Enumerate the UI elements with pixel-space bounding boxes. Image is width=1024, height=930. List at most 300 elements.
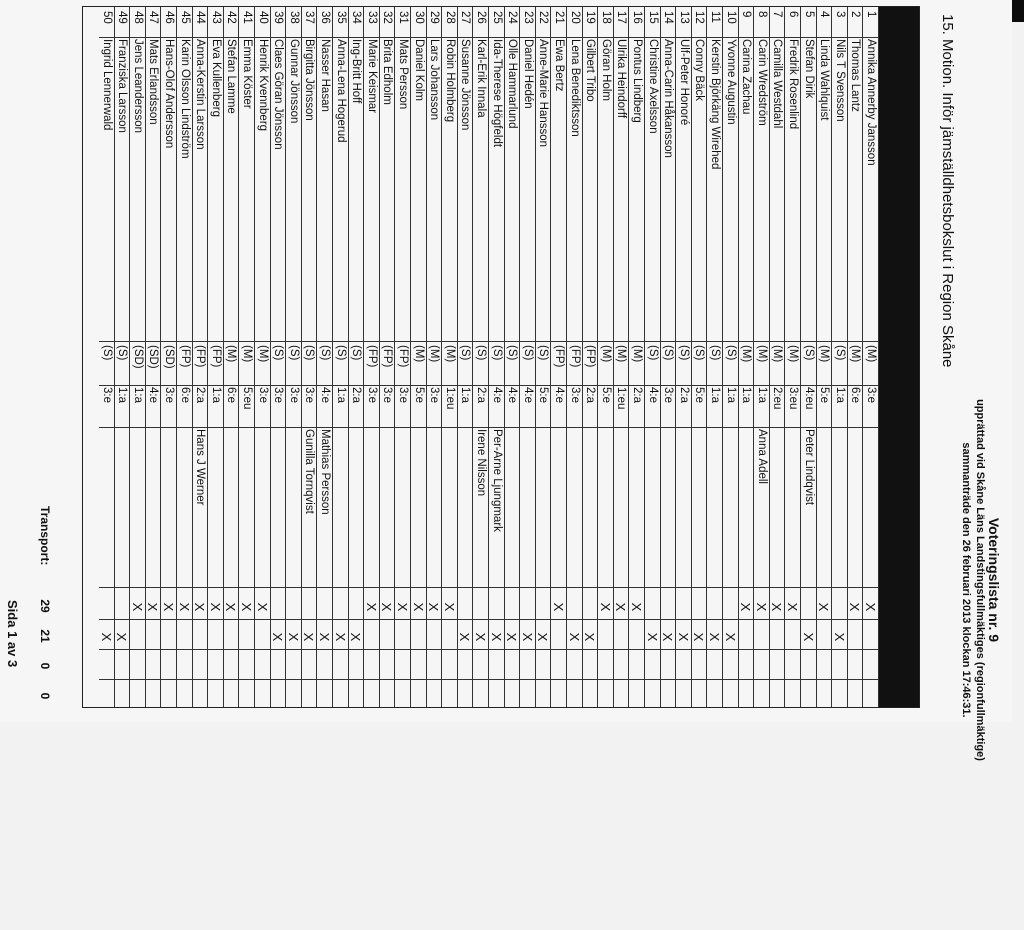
row-number: 48: [131, 11, 144, 24]
party: (S): [272, 345, 285, 361]
seat: 5:e: [693, 387, 706, 403]
seat: 5:e: [412, 387, 425, 403]
member-name: Anna-Carin Håkansson: [662, 39, 675, 158]
seat: 2:a: [194, 387, 207, 403]
seat: 2:a: [677, 387, 690, 403]
party: (S): [490, 345, 503, 361]
table-row: [160, 7, 177, 707]
member-name: Christine Axelsson: [646, 39, 659, 134]
table-row: [816, 7, 833, 707]
vote-nej: X: [519, 632, 535, 642]
table-row: [566, 7, 583, 707]
vote-ja: X: [129, 602, 145, 612]
party: (FP): [568, 345, 581, 368]
party: (M): [787, 345, 799, 363]
party: (FP): [553, 345, 565, 368]
row-number: 32: [381, 11, 394, 24]
table-row: [301, 7, 318, 707]
vote-nej: X: [488, 632, 504, 642]
party: (S): [537, 345, 550, 361]
party: (S): [116, 345, 129, 361]
table-row: [457, 7, 474, 707]
seat: 4:e: [490, 387, 503, 403]
party: (FP): [194, 345, 207, 368]
row-number: 47: [147, 11, 160, 24]
member-name: Yvonne Augustin: [724, 39, 737, 125]
party: (M): [428, 345, 441, 363]
table-row: [862, 7, 879, 707]
seat: 2:a: [475, 387, 487, 403]
member-name: Ingrid Lennerwald: [100, 39, 113, 131]
seat: 2:a: [631, 387, 643, 403]
seat: 2:a: [584, 387, 597, 403]
seat: 1:a: [709, 387, 721, 403]
motion-heading: 15. Motion. Inför jämställdhetsbokslut i Region Skåne: [939, 14, 956, 368]
party: (S): [303, 345, 316, 361]
substitute-name: Anna Adell: [755, 429, 768, 484]
member-name: Brita Edholm: [381, 39, 394, 105]
table-row: [504, 7, 521, 707]
vote-ja: X: [410, 602, 426, 612]
vote-nej: X: [535, 632, 551, 642]
party: (M): [412, 345, 425, 363]
vote-nej: X: [504, 632, 520, 642]
party: (M): [256, 345, 269, 363]
table-row: [285, 7, 302, 707]
member-name: Daniel Hedén: [521, 39, 534, 109]
row-number: 50: [100, 11, 113, 24]
vote-ja: X: [785, 602, 800, 612]
table-row: [426, 7, 443, 707]
divider: [99, 37, 879, 38]
party: (S): [459, 345, 472, 361]
member-name: Karl-Erik Innala: [475, 39, 487, 118]
row-number: 40: [256, 11, 269, 24]
vote-ja: X: [363, 602, 379, 612]
member-name: Ulf-Peter Honoré: [677, 39, 690, 126]
party: (M): [740, 345, 753, 363]
vote-ja: X: [207, 602, 223, 612]
table-row: [722, 7, 739, 707]
party: (M): [818, 345, 831, 363]
member-name: Marie Keismar: [365, 39, 378, 114]
divider: [99, 679, 879, 680]
party: (M): [241, 345, 253, 363]
table-row: [597, 7, 614, 707]
seat: 1:a: [459, 387, 472, 403]
party: (S): [646, 345, 659, 361]
row-number: 13: [677, 11, 690, 24]
member-name: Nils T Svensson: [833, 39, 846, 122]
divider: [99, 649, 879, 650]
row-number: 21: [553, 11, 565, 24]
vote-nej: X: [457, 632, 473, 642]
seat: 3:e: [100, 387, 113, 403]
table-body: [99, 7, 879, 707]
member-name: Claes Göran Jönsson: [272, 39, 285, 150]
vote-ja: X: [847, 602, 863, 612]
vote-nej: X: [691, 632, 707, 642]
row-number: 31: [397, 11, 409, 24]
table-row: [316, 7, 333, 707]
member-name: Conny Bäck: [693, 39, 706, 102]
vote-ja: X: [769, 602, 785, 612]
row-number: 8: [755, 11, 768, 18]
seat: 3:e: [303, 387, 316, 403]
party: (S): [802, 345, 815, 361]
member-name: Lena Benediktsson: [568, 39, 581, 137]
row-number: 11: [709, 11, 721, 23]
party: (SD): [147, 345, 160, 369]
vote-nej: X: [301, 632, 317, 642]
vote-ja: X: [223, 602, 239, 612]
vote-ja: X: [379, 602, 395, 612]
seat: 6:e: [849, 387, 862, 403]
divider: [99, 385, 879, 386]
vote-nej: X: [660, 632, 676, 642]
vote-ja: X: [145, 602, 161, 612]
table-row: [363, 7, 380, 707]
total-avstar: 0: [38, 662, 52, 670]
table-row: [582, 7, 599, 707]
party: (FP): [381, 345, 394, 368]
member-name: Anne-Marie Hansson: [537, 39, 550, 148]
party: (S): [662, 345, 675, 361]
party: (S): [350, 345, 363, 361]
vote-nej: X: [644, 632, 660, 642]
total-nej: 21: [38, 629, 52, 643]
row-number: 18: [599, 11, 612, 24]
party: (M): [849, 345, 862, 363]
row-number: 2: [849, 11, 862, 18]
seat: 1:a: [209, 387, 222, 403]
row-number: 9: [740, 11, 753, 18]
page-number: Sida 1 av 3: [5, 600, 20, 668]
vote-ja: X: [192, 602, 208, 612]
member-name: Henrik Kvennberg: [256, 39, 269, 132]
party: (S): [677, 345, 690, 361]
seat: 3:e: [428, 387, 441, 403]
table-header-bar: [879, 7, 919, 707]
row-number: 49: [116, 11, 129, 24]
member-name: Fredrik Rosenlind: [787, 39, 799, 130]
member-name: Camilla Westdahl: [771, 39, 784, 129]
member-name: Ida-Therese Högfeldt: [490, 39, 503, 148]
row-number: 41: [241, 11, 253, 24]
member-name: Pontus Lindberg: [631, 39, 643, 123]
vote-nej: X: [270, 632, 286, 642]
total-franvarande: 0: [38, 692, 52, 700]
member-name: Gilbert Tribo: [584, 39, 597, 102]
member-name: Nasser Hasan: [319, 39, 331, 112]
row-number: 6: [787, 11, 799, 18]
member-name: Göran Holm: [599, 39, 612, 101]
party: (S): [100, 345, 113, 361]
row-number: 43: [209, 11, 222, 24]
party: (M): [755, 345, 768, 363]
table-row: [613, 7, 630, 707]
member-name: Olle Hammarlund: [506, 39, 519, 129]
row-number: 38: [287, 11, 300, 24]
seat: 4:eu: [802, 387, 815, 410]
vote-nej: X: [582, 632, 598, 642]
vote-ja: X: [551, 602, 566, 612]
table-row: [800, 7, 817, 707]
member-name: Anna-Lena Hogerud: [334, 39, 347, 143]
table-row: [753, 7, 770, 707]
table-row: [784, 7, 801, 707]
vote-ja: X: [863, 602, 878, 612]
member-name: Carin Wredström: [755, 39, 768, 126]
seat: 3:e: [287, 387, 300, 403]
vote-ja: X: [753, 602, 769, 612]
member-name: Mats Persson: [397, 39, 409, 110]
vote-nej: X: [707, 632, 722, 642]
row-number: 22: [537, 11, 550, 24]
divider: [99, 587, 879, 588]
seat: 5:e: [537, 387, 550, 403]
table-row: [98, 7, 115, 707]
member-name: Ing-Britt Hoff: [350, 39, 363, 104]
row-number: 33: [365, 11, 378, 24]
member-name: Jens Leandersson: [131, 39, 144, 133]
table-row: [207, 7, 224, 707]
member-name: Franziska Larsson: [116, 39, 129, 133]
row-number: 10: [724, 11, 737, 24]
vote-ja: X: [161, 602, 176, 612]
party: (S): [475, 345, 487, 361]
vote-ja: X: [816, 602, 832, 612]
table-row: [550, 7, 567, 707]
member-name: Emma Köster: [241, 39, 253, 109]
vote-ja: X: [738, 602, 754, 612]
member-name: Anna-Kerstin Larsson: [194, 39, 207, 150]
party: (FP): [209, 345, 222, 368]
seat: 6:e: [178, 387, 191, 403]
row-number: 23: [521, 11, 534, 24]
seat: 1:a: [334, 387, 347, 403]
substitute-name: Mathias Persson: [319, 429, 331, 515]
party: (FP): [178, 345, 191, 368]
party: (S): [724, 345, 737, 361]
member-name: Robin Holmberg: [443, 39, 456, 123]
divider: [99, 341, 879, 342]
party: (S): [506, 345, 519, 361]
table-row: [114, 7, 131, 707]
substitute-name: Peter Lindqvist: [802, 429, 815, 506]
table-row: [192, 7, 209, 707]
seat: 4:e: [147, 387, 160, 403]
total-ja: 29: [38, 599, 52, 613]
table-row: [270, 7, 287, 707]
party: (M): [443, 345, 456, 363]
row-number: 7: [771, 11, 784, 18]
seat: 3:e: [272, 387, 285, 403]
member-name: Gunnar Jönsson: [287, 39, 300, 124]
seat: 3:e: [865, 387, 877, 403]
seat: 2:a: [350, 387, 363, 403]
divider: [99, 427, 879, 428]
seat: 2:eu: [771, 387, 784, 410]
divider: [99, 619, 879, 620]
row-number: 46: [163, 11, 175, 24]
row-number: 34: [350, 11, 363, 24]
seat: 1:eu: [443, 387, 456, 410]
party: (FP): [397, 345, 409, 368]
seat: 1:eu: [615, 387, 628, 410]
row-number: 36: [319, 11, 331, 24]
table-row: [129, 7, 146, 707]
table-row: [379, 7, 396, 707]
member-name: Ewa Bertz: [553, 39, 565, 92]
vote-nej: X: [722, 632, 738, 642]
substitute-name: Gunilla Tornqvist: [303, 429, 316, 514]
substitute-name: Per-Arne Ljungmark: [490, 429, 503, 532]
party: (SD): [131, 345, 144, 369]
row-number: 24: [506, 11, 519, 24]
substitute-name: Hans J Werner: [194, 429, 207, 506]
row-number: 26: [475, 11, 487, 24]
table-row: [675, 7, 692, 707]
party: (FP): [584, 345, 597, 368]
seat: 3:e: [381, 387, 394, 403]
party: (M): [631, 345, 643, 363]
vote-ja: X: [613, 602, 629, 612]
row-number: 16: [631, 11, 643, 24]
table-row: [472, 7, 489, 707]
vote-nej: X: [317, 632, 332, 642]
member-name: Annika Annerby Jansson: [865, 39, 877, 166]
member-name: Thomas Lantz: [849, 39, 862, 112]
member-name: Lars Johansson: [428, 39, 441, 121]
seat: 5:eu: [241, 387, 253, 410]
row-number: 19: [584, 11, 597, 24]
row-number: 28: [443, 11, 456, 24]
row-number: 45: [178, 11, 191, 24]
table-row: [332, 7, 349, 707]
seat: 3:e: [397, 387, 409, 403]
party: (M): [615, 345, 628, 363]
seat: 4:e: [646, 387, 659, 403]
vote-ja: X: [426, 602, 442, 612]
vote-nej: X: [831, 632, 847, 642]
seat: 4:e: [319, 387, 331, 403]
row-number: 20: [568, 11, 581, 24]
party: (S): [287, 345, 300, 361]
table-row: [394, 7, 411, 707]
table-row: [254, 7, 271, 707]
table-row: [660, 7, 677, 707]
party: (M): [225, 345, 238, 363]
table-row: [176, 7, 193, 707]
member-name: Eva Kullenberg: [209, 39, 222, 117]
table-row: [488, 7, 505, 707]
vote-nej: X: [285, 632, 301, 642]
seat: 3:e: [365, 387, 378, 403]
row-number: 44: [194, 11, 207, 24]
row-number: 37: [303, 11, 316, 24]
meeting-date: sammanträde den 26 februari 2013 klockan 17:46:31.: [960, 442, 972, 718]
seat: 3:e: [662, 387, 675, 403]
member-name: Susanne Jönsson: [459, 39, 472, 131]
table-row: [628, 7, 645, 707]
table-row: [738, 7, 755, 707]
party: (FP): [365, 345, 378, 368]
row-number: 29: [428, 11, 441, 24]
table-row: [706, 7, 723, 707]
party: (S): [319, 345, 331, 361]
row-number: 27: [459, 11, 472, 24]
seat: 1:a: [833, 387, 846, 403]
row-number: 25: [490, 11, 503, 24]
seat: 1:a: [740, 387, 753, 403]
vote-ja: X: [254, 602, 270, 612]
transport-label: Transport:: [38, 506, 52, 566]
row-number: 30: [412, 11, 425, 24]
member-name: Linda Wahlquist: [818, 39, 831, 121]
party: (S): [693, 345, 706, 361]
seat: 1:a: [131, 387, 144, 403]
member-name: Kerstin Björkäng Wirehed: [709, 39, 721, 170]
party: (S): [709, 345, 721, 361]
seat: 3:e: [163, 387, 175, 403]
table-row: [223, 7, 240, 707]
document-title: Voteringslista nr. 9: [986, 517, 1002, 643]
member-name: Stefan Lamme: [225, 39, 238, 114]
vote-ja: X: [597, 602, 613, 612]
row-number: 4: [818, 11, 831, 18]
table-row: [535, 7, 552, 707]
vote-nej: X: [566, 632, 582, 642]
vote-ja: X: [176, 602, 192, 612]
vote-nej: X: [800, 632, 816, 642]
vote-ja: X: [629, 602, 644, 612]
vote-nej: X: [348, 632, 364, 642]
party: (S): [521, 345, 534, 361]
vote-ja: X: [395, 602, 410, 612]
table-row: [145, 7, 162, 707]
substitute-name: Irene Nilsson: [475, 429, 487, 497]
member-name: Birgitta Jönsson: [303, 39, 316, 121]
seat: 4:e: [553, 387, 565, 403]
row-number: 3: [833, 11, 846, 18]
vote-nej: X: [98, 632, 114, 642]
member-name: Stefan Dirik: [802, 39, 815, 99]
table-row: [644, 7, 661, 707]
member-name: Karin Olsson Lindström: [178, 39, 191, 159]
row-number: 5: [802, 11, 815, 18]
seat: 4:e: [521, 387, 534, 403]
seat: 4:e: [506, 387, 519, 403]
table-row: [691, 7, 708, 707]
seat: 1:a: [755, 387, 768, 403]
member-name: Mats Erlandsson: [147, 39, 160, 125]
seat: 5:e: [818, 387, 831, 403]
table-row: [831, 7, 848, 707]
party: (SD): [163, 345, 175, 369]
row-number: 12: [693, 11, 706, 24]
document-subtitle: upprättad vid Skåne Läns Landstingsfullmäktiges (regionfullmäktige): [974, 399, 986, 761]
table-row: [348, 7, 365, 707]
seat: 3:e: [256, 387, 269, 403]
vote-nej: X: [675, 632, 691, 642]
member-name: Ulrika Heindorff: [615, 39, 628, 119]
seat: 1:a: [116, 387, 129, 403]
seat: 3:e: [568, 387, 581, 403]
vote-ja: X: [441, 602, 457, 612]
seat: 6:e: [225, 387, 238, 403]
party: (M): [865, 345, 877, 363]
